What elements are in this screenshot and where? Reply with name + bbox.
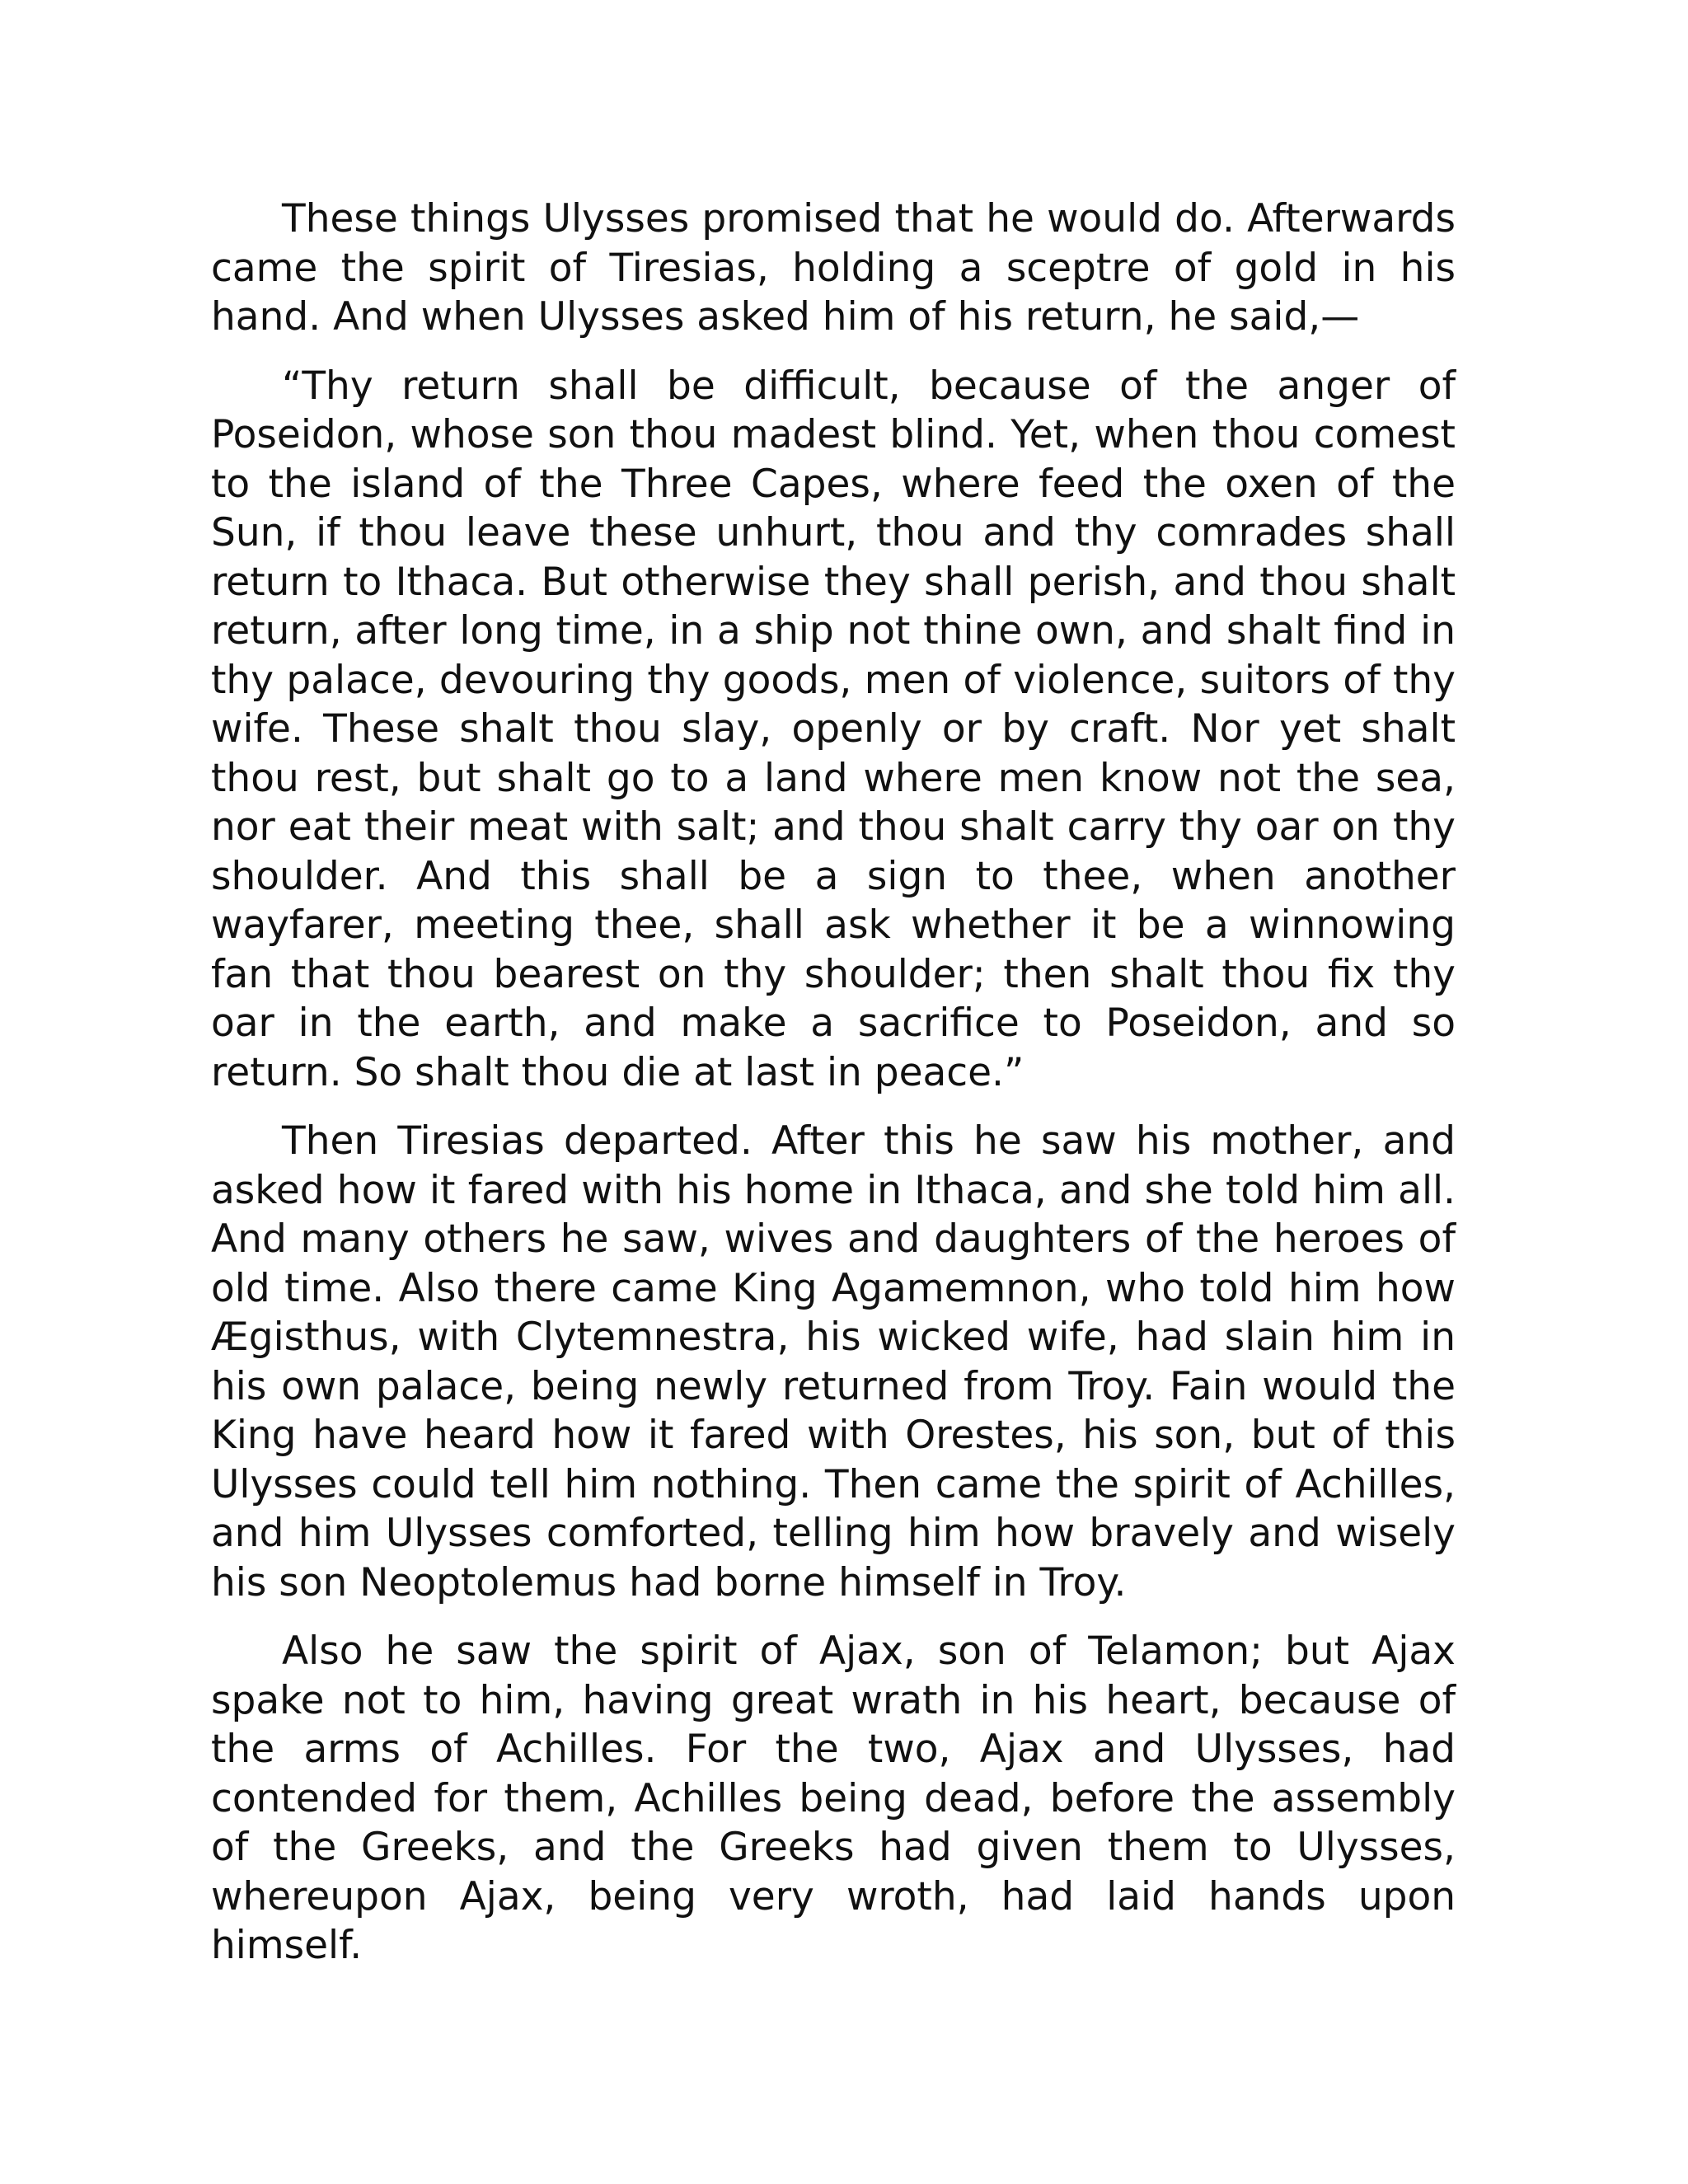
body-text <box>211 194 1456 1990</box>
paragraph-ajax: Also he saw the spirit of Ajax, son of Telamon; but Ajax spake not to him, having great wrath in his heart, because of the arms of Achilles. For the two, Ajax and Ulysses, had contended for them, Achilles being dead, before the assembly of the Greeks, and the Greeks had given them to Ulysses, whereupon Ajax, being very wroth, had laid hands upon himself. <box>211 1629 1456 1968</box>
paragraph-tiresias-prophecy: “Thy return shall be difficult, because of the anger of Poseidon, whose son thou madest blind. Yet, when thou comest to the island of the Three Capes, where feed the oxen of the Sun, if thou leave these unhurt, thou and thy comrades shall return to Ithaca. But otherwise they shall perish, and thou shalt return, after long time, in a ship not thine own, and shalt find in thy palace, devouring thy goods, men of violence, suitors of thy wife. These shalt thou slay, openly or by craft. Nor yet shalt thou rest, but shalt go to a land where men know not the sea, nor eat their meat with salt; and thou shalt carry thy oar on thy shoulder. And this shall be a sign to thee, when another wayfarer, meeting thee, shall ask whether it be a winnowing fan that thou bearest on thy shoulder; then shalt thou fix thy oar in the earth, and make a sacrifice to Poseidon, and so return. So shalt thou die at last in peace.” <box>211 363 1456 1095</box>
paragraph-ulysses-promise: These things Ulysses promised that he would do. Afterwards came the spirit of Tiresias, holding a sceptre of gold in his hand. And when Ulysses asked him of his return, he said,— <box>211 196 1456 340</box>
paragraph-spirits-of-the-dead: Then Tiresias departed. After this he saw his mother, and asked how it fared with his home in Ithaca, and she told him all. And many others he saw, wives and daughters of the heroes of old time. Also there came King Agamemnon, who told him how Ægisthus, with Clytemnestra, his wicked wife, had slain him in his own palace, being newly returned from Troy. Fain would the King have heard how it fared with Orestes, his son, but of this Ulysses could tell him nothing. Then came the spirit of Achilles, and him Ulysses comforted, telling him how bravely and wisely his son Neoptolemus had borne himself in Troy. <box>211 1118 1456 1605</box>
